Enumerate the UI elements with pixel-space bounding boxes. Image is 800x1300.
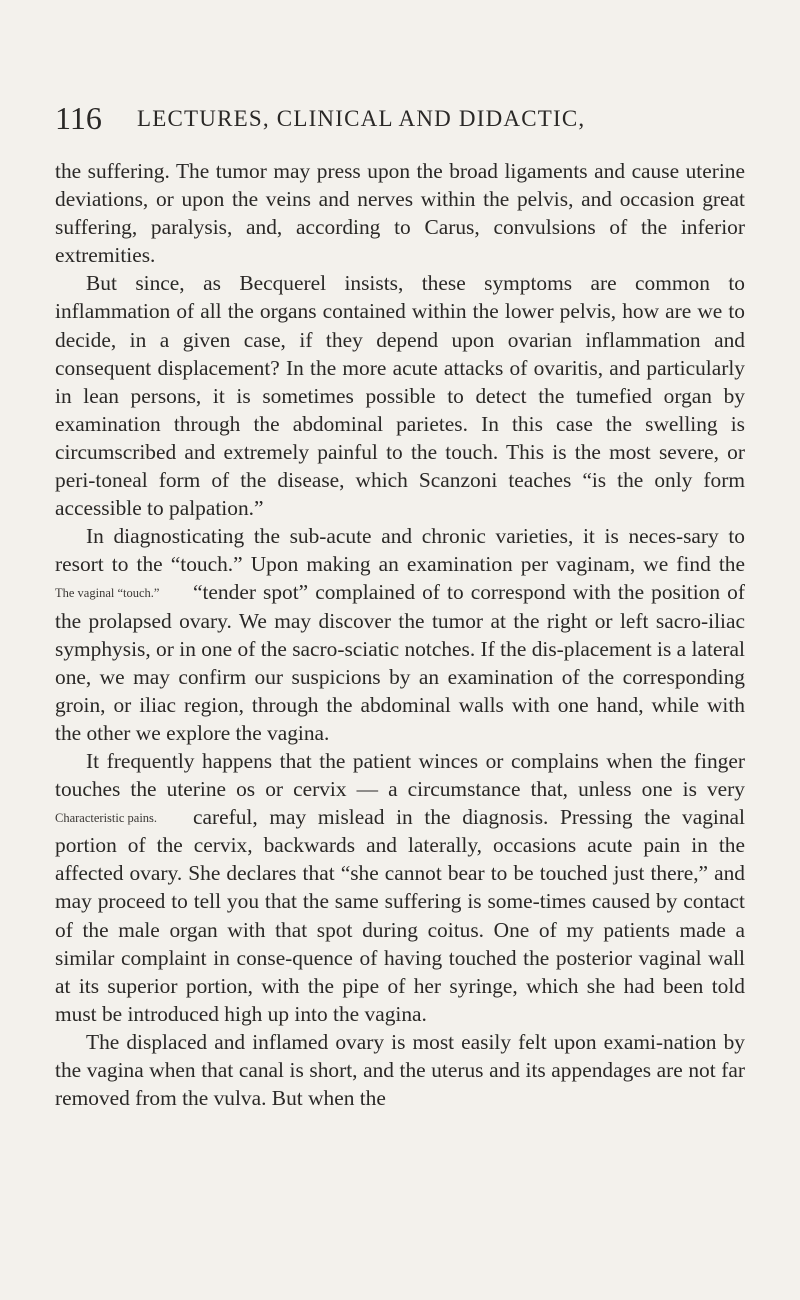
sidenote-vaginal-touch: The vaginal “touch.”: [55, 586, 160, 601]
page-number: 116: [55, 100, 102, 136]
paragraph-4: [55, 747, 745, 1028]
paragraph-4-part-2: the vaginal portion of the cervix, backwards and laterally, occasions acute pain in the affected ovary. She declares that “she cannot bear to be touched just there,” and may proceed to tell you that the same suffering is some-times caused by contact of the male organ with that spot during coitus. One of my patients made a similar complaint in conse-quence of having touched the posterior vaginal wall at its superior portion, with the pipe of her syringe, which she had been told must be introduced high up into the vagina.: [55, 805, 745, 1026]
paragraph-3-part-2: with the position of the prolapsed ovary. We may discover the tumor at the right or left sacro-iliac symphysis, or in one of the sacro-sciatic notches. If the dis-placement is a lateral one, we may confirm our suspicions by an examination of the corresponding groin, or iliac region, through the abdominal walls with one hand, while with the other we explore the vagina.: [55, 580, 745, 745]
paragraph-3: [55, 522, 745, 747]
running-head: LECTURES, CLINICAL AND DIDACTIC,: [137, 106, 586, 131]
paragraph-2: But since, as Becquerel insists, these symptoms are common to inflammation of all the organs contained within the lower pelvis, how are we to decide, in a given case, if they depend upon ovarian inflammation and consequent displacement? In the more acute attacks of ovaritis, and particularly in lean persons, it is sometimes possible to detect the tumefied organ by examination through the abdominal parietes. In this case the swelling is circumscribed and extremely painful to the touch. This is the most severe, or peri-toneal form of the disease, which Scanzoni teaches “is the only form accessible to palpation.”: [55, 271, 745, 521]
paragraph-5: The displaced and inflamed ovary is most easily felt upon exami-nation by the vagina when that canal is short, and the uterus and its appendages are not far removed from the vulva. But when the: [55, 1029, 745, 1111]
paragraph-1: the suffering. The tumor may press upon the broad ligaments and cause uterine deviations, or upon the veins and nerves within the pelvis, and occasion great suffering, paralysis, and, according to Carus, convulsions of the inferior extremities.: [55, 159, 745, 268]
sidenote-characteristic-pains: Characteristic pains.: [55, 811, 158, 826]
page-header: [55, 100, 755, 140]
paragraph-4-part-1: It frequently happens that the patient winces or complains when the finger touches the uterine os or cervix — a circumstance that, unless one is very careful, may mislead in the diagnosis. Pressing: [55, 748, 745, 830]
page-body: [55, 157, 745, 1112]
paragraph-3-part-1: In diagnosticating the sub-acute and chronic varieties, it is neces-sary to resort to the “touch.” Upon making an examination per vaginam, we find the “tender spot” complained of to correspond: [55, 524, 745, 605]
